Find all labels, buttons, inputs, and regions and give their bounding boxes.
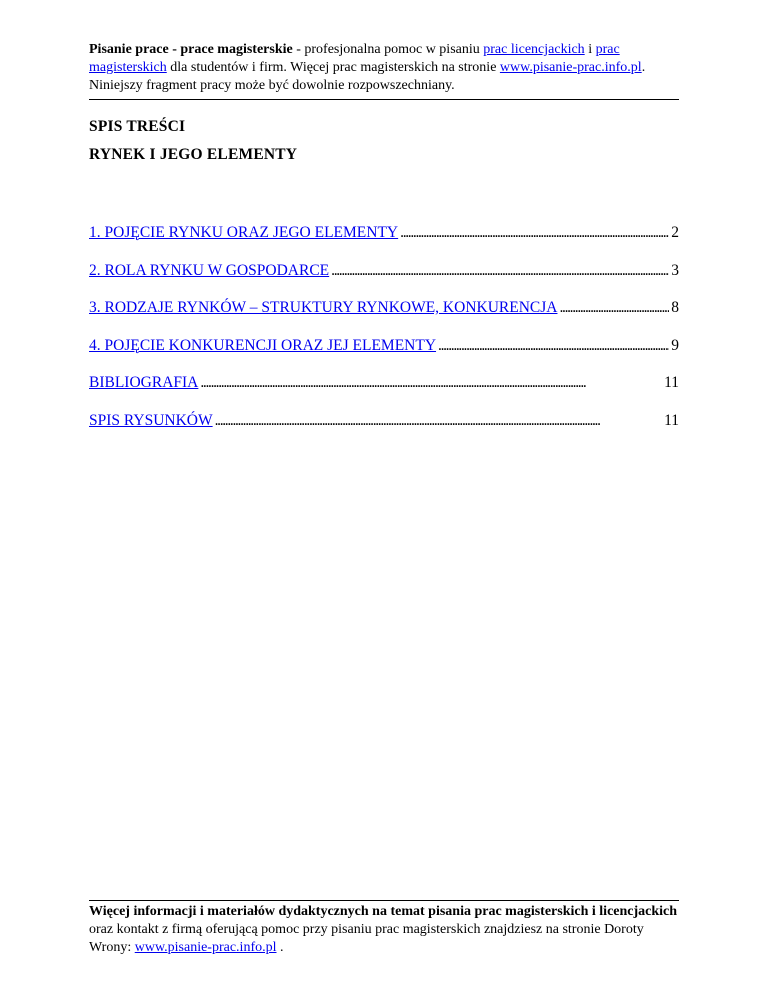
toc-entry-page: 2 [671, 224, 679, 241]
page-footer [89, 900, 679, 957]
toc-leader-dots [559, 299, 669, 317]
toc-entry-page: 9 [671, 336, 679, 354]
footer-link-website[interactable]: www.pisanie-prac.info.pl [134, 940, 277, 955]
footer-text-1: oraz kontakt z firmą oferującą pomoc przy pisaniu prac magisterskich znajdziesz na stronie Doroty Wrony: [89, 922, 644, 955]
toc-entry-page: 11 [664, 411, 679, 429]
toc-leader-dots [438, 337, 669, 355]
toc-leader-dots [331, 262, 669, 280]
page-header [89, 41, 679, 100]
toc-leader-dots [215, 412, 662, 430]
toc-entry-label[interactable]: 3. RODZAJE RYNKÓW – STRUKTURY RYNKOWE, KONKURENCJA [89, 299, 558, 316]
footer-bold-text: Więcej informacji i materiałów dydaktycznych na temat pisania prac magisterskich i licencjackich [89, 904, 678, 919]
toc-entry-label[interactable]: 1. POJĘCIE RYNKU ORAZ JEGO ELEMENTY [89, 224, 399, 241]
table-of-contents [89, 224, 679, 449]
header-text-1: - profesjonalna pomoc w pisaniu [292, 42, 484, 57]
toc-entry-page: 11 [664, 374, 679, 391]
header-link-licencjackich[interactable]: prac licencjackich [483, 42, 585, 57]
toc-entry[interactable] [89, 299, 679, 337]
toc-entry[interactable] [89, 374, 679, 412]
header-text-3: dla studentów i firm. Więcej prac magisterskich na stronie [166, 60, 500, 75]
work-title: RYNEK I JEGO ELEMENTY [89, 146, 298, 163]
toc-entry-page: 3 [671, 261, 679, 279]
toc-entry[interactable] [89, 337, 679, 375]
header-text-4: . Niniejszy fragment pracy może być dowolnie rozpowszechniany. [89, 60, 646, 93]
toc-entry[interactable] [89, 224, 679, 262]
header-link-website[interactable]: www.pisanie-prac.info.pl [499, 60, 642, 75]
toc-entry[interactable] [89, 412, 679, 450]
toc-entry-label[interactable]: SPIS RYSUNKÓW [89, 411, 213, 429]
header-text-2: i [584, 42, 596, 57]
toc-leader-dots [400, 224, 669, 242]
header-title: Pisanie prace - prace magisterskie [89, 42, 293, 57]
toc-heading: SPIS TREŚCI [89, 118, 186, 135]
toc-entry-label[interactable]: 2. ROLA RYNKU W GOSPODARCE [89, 261, 330, 279]
toc-entry-label[interactable]: BIBLIOGRAFIA [89, 374, 199, 391]
toc-entry-page: 8 [671, 299, 679, 316]
header-link-magisterskich[interactable]: prac magisterskich [89, 42, 620, 75]
footer-text-2: . [276, 940, 284, 955]
toc-leader-dots [200, 374, 662, 392]
toc-entry-label[interactable]: 4. POJĘCIE KONKURENCJI ORAZ JEJ ELEMENTY [89, 336, 437, 354]
toc-entry[interactable] [89, 262, 679, 300]
